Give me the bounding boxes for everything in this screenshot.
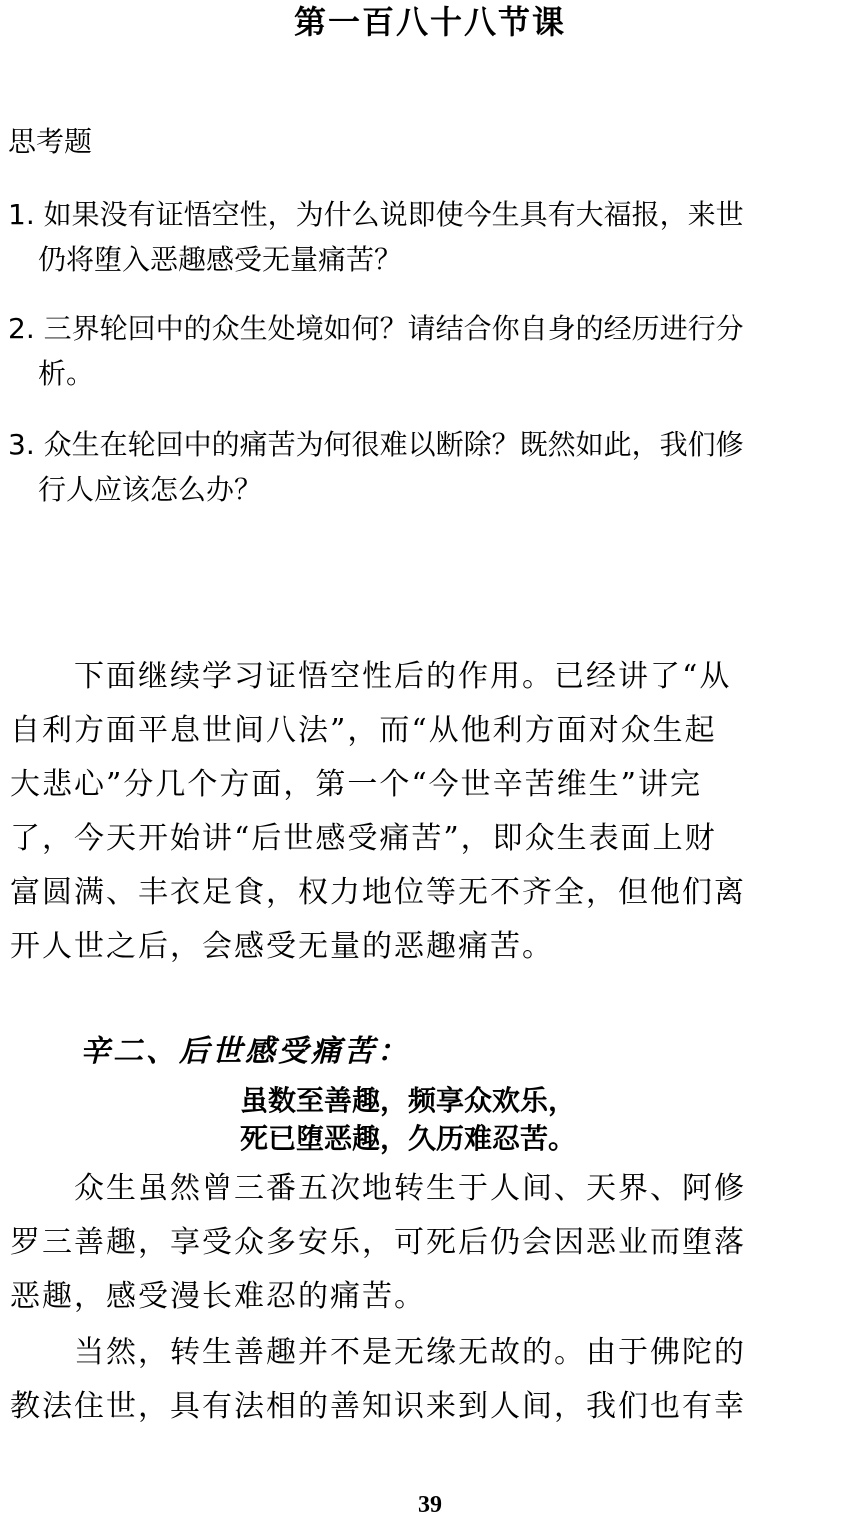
section-heading: 辛二、后世感受痛苦： — [80, 1034, 410, 1069]
paragraph-line: 恶趣，感受漫长难忍的痛苦。 — [10, 1279, 426, 1314]
questions-heading: 思考题 — [8, 125, 93, 158]
paragraph-line: 当然，转生善趣并不是无缘无故的。由于佛陀的 — [10, 1335, 746, 1370]
paragraph-line: 开人世之后，会感受无量的恶趣痛苦。 — [10, 929, 554, 964]
question-item — [8, 422, 858, 512]
paragraph-line: 众生虽然曾三番五次地转生于人间、天界、阿修 — [10, 1171, 746, 1206]
verse-line: 死已堕恶趣，久历难忍苦。 — [240, 1122, 577, 1155]
paragraph-line: 教法住世，具有法相的善知识来到人间，我们也有幸 — [10, 1389, 746, 1424]
question-line-continuation: 析。 — [38, 357, 95, 390]
paragraph-line: 大悲心”分几个方面，第一个“今世辛苦维生”讲完 — [10, 767, 703, 802]
verse-line: 虽数至善趣，频享众欢乐， — [240, 1084, 577, 1117]
intro-paragraph — [10, 650, 855, 974]
question-item — [8, 192, 858, 282]
paragraph-line: 了，今天开始讲“后世感受痛苦”，即众生表面上财 — [10, 821, 717, 856]
question-line: 2. 三界轮回中的众生处境如何？请结合你自身的经历进行分 — [8, 312, 744, 345]
question-line: 1. 如果没有证悟空性，为什么说即使今生具有大福报，来世 — [8, 198, 744, 231]
paragraph-line: 罗三善趣，享受众多安乐，可死后仍会因恶业而堕落 — [10, 1225, 746, 1260]
question-line: 3. 众生在轮回中的痛苦为何很难以断除？既然如此，我们修 — [8, 428, 744, 461]
question-item — [8, 306, 858, 396]
page-title: 第一百八十八节课 — [293, 3, 566, 41]
paragraph-line: 下面继续学习证悟空性后的作用。已经讲了“从 — [10, 659, 732, 694]
question-line-continuation: 仍将堕入恶趣感受无量痛苦？ — [38, 243, 403, 276]
commentary-paragraph — [10, 1162, 855, 1324]
question-line-continuation: 行人应该怎么办？ — [38, 473, 263, 506]
paragraph-line: 自利方面平息世间八法”，而“从他利方面对众生起 — [10, 713, 717, 748]
page-number: 39 — [418, 1492, 442, 1518]
paragraph-line: 富圆满、丰衣足食，权力地位等无不齐全，但他们离 — [10, 875, 746, 910]
commentary-paragraph — [10, 1326, 855, 1434]
